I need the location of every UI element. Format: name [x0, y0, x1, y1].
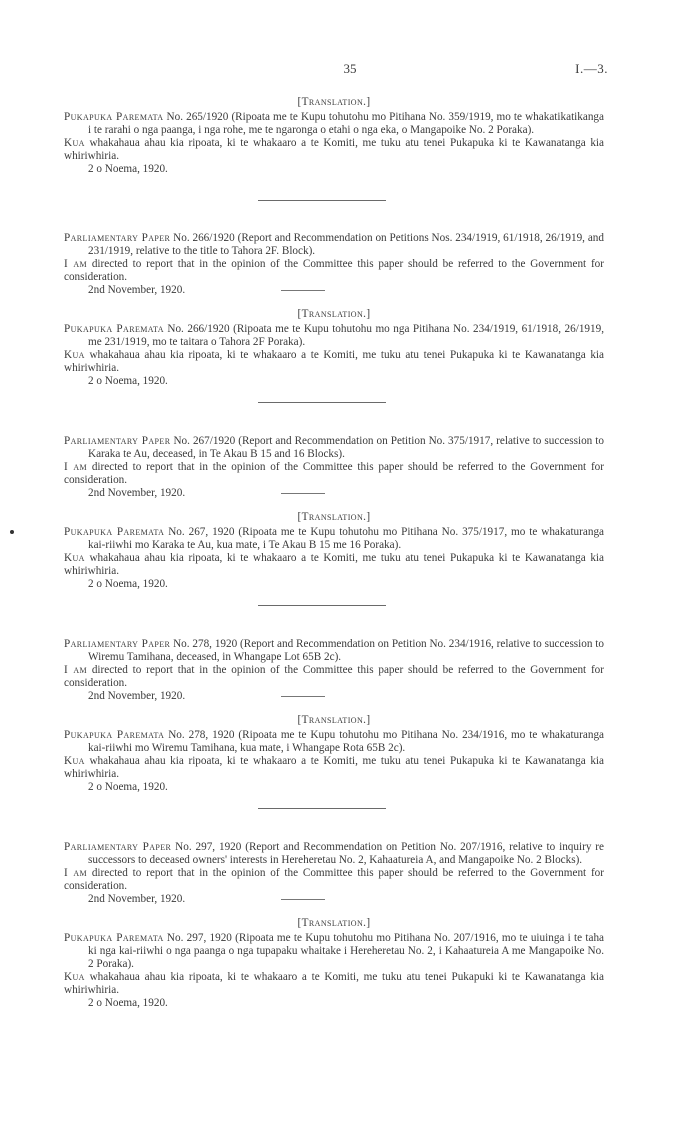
- translation-title: Pukapuka Paremata No. 297, 1920 (Ripoata me te Kupu tohutohu mo Pitihana No. 207/1916, mo te uiuinga i te taha ki nga kai-riiwhi o nga paanga o nga tupapaku whaitake i Hereheretau No. 2, i Kahaatureia A me Mangapoike No. 2 Poraka).: [64, 932, 604, 970]
- translation-body: Kua whakahaua ahau kia ripoata, ki te whakaaro a te Komiti, me tuku atu tenei Pukapuka ki te Kawanatanga kia whiriwhiria.: [64, 349, 604, 374]
- translation-title: Pukapuka Paremata No. 266/1920 (Ripoata me te Kupu tohutohu mo nga Pitihana No. 234/1919, 61/1918, 26/1919, me 231/1919, mo te taitara o Tahora 2F Poraka).: [64, 323, 605, 348]
- section-297: [64, 841, 604, 1010]
- short-rule: [281, 493, 325, 494]
- paper-body: I am directed to report that in the opinion of the Committee this paper should be referred to the Government for consideration.: [64, 258, 605, 283]
- paper-body: I am directed to report that in the opinion of the Committee this paper should be referred to the Government for consideration.: [64, 664, 605, 689]
- paper-title: Parliamentary Paper No. 278, 1920 (Report and Recommendation on Petition No. 234/1916, relative to succession to Wiremu Tamihana, deceased, in Whangape Lot 65B 2c).: [64, 638, 604, 663]
- translation-date: 2 o Noema, 1920.: [88, 163, 168, 175]
- translation-title: Pukapuka Paremata No. 267, 1920 (Ripoata me te Kupu tohutohu mo Pitihana No. 375/1917, mo te whakaturanga kai-riiwhi mo Karaka te Au, kua mate, i Te Akau B 15 me 16 Poraka).: [64, 526, 604, 551]
- paper-body: I am directed to report that in the opinion of the Committee this paper should be referred to the Government for consideration.: [64, 867, 605, 892]
- translation-date: 2 o Noema, 1920.: [88, 997, 168, 1009]
- section-divider: [258, 402, 386, 403]
- translation-body: Kua whakahaua ahau kia ripoata, ki te whakaaro a te Komiti, me tuku atu tenei Pukapuka ki te Kawanatanga kia whiriwhiria.: [64, 755, 604, 780]
- paper-date: 2nd November, 1920.: [88, 487, 604, 500]
- translation-body: Kua whakahaua ahau kia ripoata, ki te whakaaro a te Komiti, me tuku atu tenei Pukapuki ki te Kawanatanga kia whiriwhiria.: [64, 971, 604, 996]
- translation-title: Pukapuka Paremata No. 265/1920 (Ripoata me te Kupu tohutohu mo Pitihana No. 359/1919, mo te whakatikatikanga i te rarahi o nga paanga, i nga rohe, me te ngaronga o etahi o nga eka, o Mangapoike No. 2 Poraka).: [64, 111, 604, 136]
- section-divider: [258, 808, 386, 809]
- section-divider: [258, 200, 386, 201]
- page-reference: I.—3.: [575, 61, 608, 76]
- paper-title: Parliamentary Paper No. 267/1920 (Report and Recommendation on Petition No. 375/1917, relative to succession to Karaka te Au, deceased, in Te Akau B 15 and 16 Blocks).: [64, 435, 604, 460]
- translation-date: 2 o Noema, 1920.: [88, 578, 168, 590]
- paper-date: 2nd November, 1920.: [88, 284, 604, 297]
- paper-title: Parliamentary Paper No. 266/1920 (Report and Recommendation on Petitions Nos. 234/1919, 61/1918, 26/1919, and 231/1919, relative to the title to Tahora 2F. Block).: [64, 232, 604, 257]
- translation-date: 2 o Noema, 1920.: [88, 781, 168, 793]
- section-267: [64, 435, 604, 591]
- paper-body: I am directed to report that in the opinion of the Committee this paper should be referred to the Government for consideration.: [64, 461, 605, 486]
- translation-heading: [Translation.]: [297, 511, 371, 523]
- translation-heading: [Translation.]: [297, 96, 371, 108]
- short-rule: [281, 696, 325, 697]
- paper-title: Parliamentary Paper No. 297, 1920 (Report and Recommendation on Petition No. 207/1916, relative to inquiry re successors to deceased owners' interests in Hereheretau No. 2, Kahaatureia A, and Mangapoike No. 2 Blocks).: [64, 841, 604, 866]
- section-266: [64, 232, 604, 388]
- translation-date: 2 o Noema, 1920.: [88, 375, 168, 387]
- paper-date: 2nd November, 1920.: [88, 893, 604, 906]
- short-rule: [281, 290, 325, 291]
- translation-heading: [Translation.]: [297, 917, 371, 929]
- section-divider: [258, 605, 386, 606]
- page-number: 35: [343, 61, 357, 76]
- translation-heading: [Translation.]: [297, 714, 371, 726]
- translation-body: Kua whakahaua ahau kia ripoata, ki te whakaaro a te Komiti, me tuku atu tenei Pukapuka ki te Kawanatanga kia whiriwhiria.: [64, 137, 604, 162]
- translation-body: Kua whakahaua ahau kia ripoata, ki te whakaaro a te Komiti, me tuku atu tenei Pukapuka ki te Kawanatanga kia whiriwhiria.: [64, 552, 604, 577]
- short-rule: [281, 899, 325, 900]
- paper-date: 2nd November, 1920.: [88, 690, 604, 703]
- margin-mark: [10, 530, 14, 534]
- section-278: [64, 638, 604, 794]
- translation-heading: [Translation.]: [297, 308, 371, 320]
- section-265-translation: [64, 96, 604, 176]
- translation-title: Pukapuka Paremata No. 278, 1920 (Ripoata me te Kupu tohutohu mo Pitihana No. 234/1916, mo te whakaturanga kai-riiwhi mo Wiremu Tamihana, kua mate, i Whangape Rota 65B 2c).: [64, 729, 604, 754]
